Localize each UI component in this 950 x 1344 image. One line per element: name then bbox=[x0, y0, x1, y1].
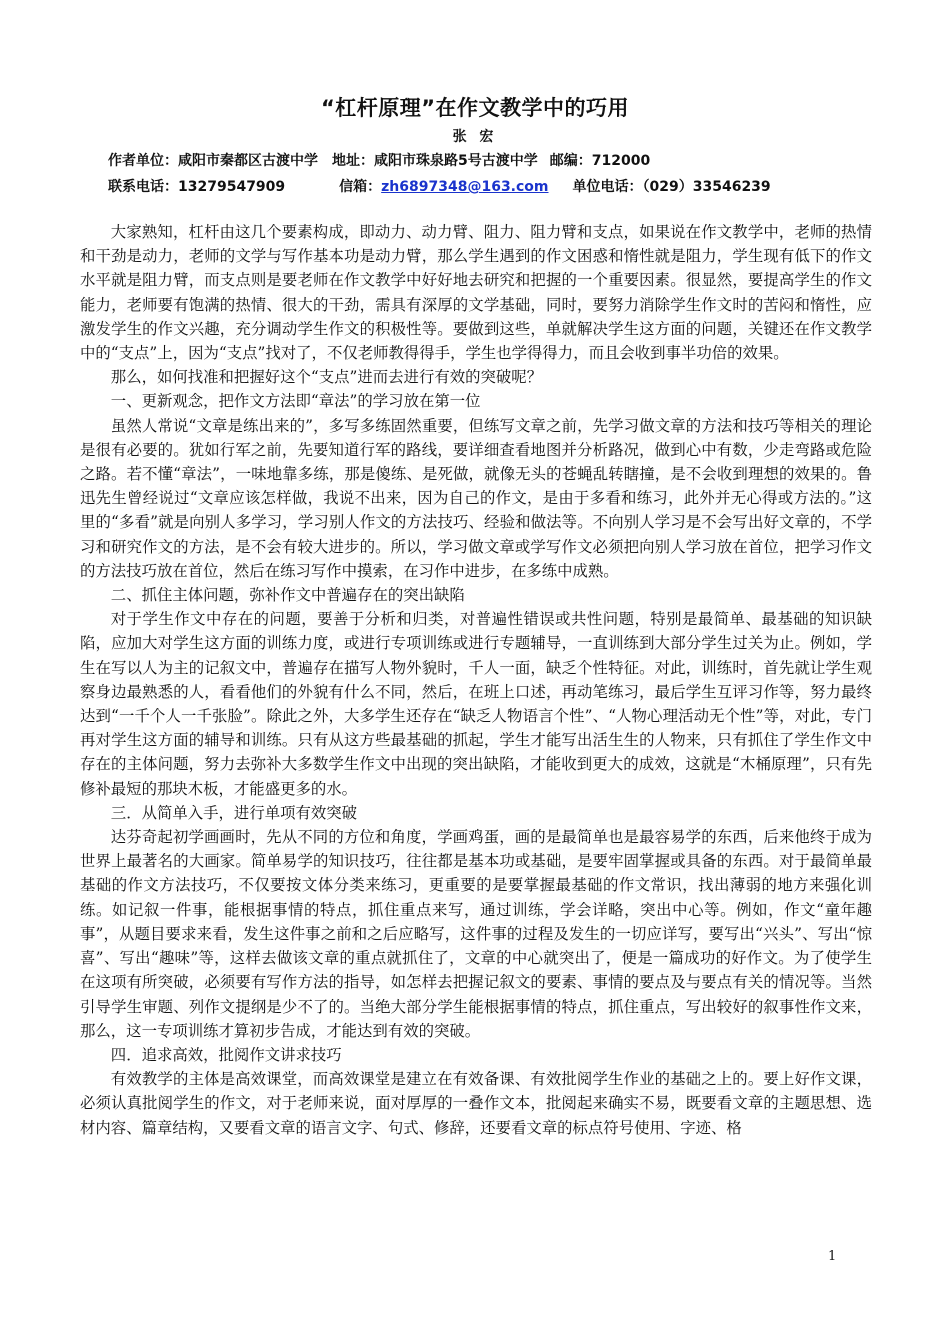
contact-phone: 联系电话：13279547909 bbox=[108, 179, 286, 195]
author-name: 张 宏 bbox=[452, 129, 498, 145]
page-number: 1 bbox=[828, 1249, 837, 1264]
author-info-line-1 bbox=[108, 150, 650, 170]
author-info-line-2 bbox=[108, 176, 771, 196]
paragraph: 那么，如何找准和把握好这个“支点”进而去进行有效的突破呢？ bbox=[110, 368, 543, 387]
author-address: 地址：咸阳市珠泉路5号古渡中学 bbox=[332, 153, 538, 169]
paragraph: 虽然人常说“文章是练出来的”，多写多练固然重要，但练写文章之前，先学习做文章的方法和技巧等相关的理论是很有必要的。犹如行军之前，先要知道行军的路线，要详细查看地图并分析路况，做到心中有数，少走弯路或危险之路。若不懂“章法”，一味地靠多练，那是傻练、是死做，就像无头的苍蝇乱转瞎撞，是不会收到理想的效果的。鲁迅先生曾经说过“文章应该怎样做，我说不出来，因为自己的作文，是由于多看和练习，此外并无心得或方法的。”这里的“多看”就是向别人多学习，学习别人作文的方法技巧、经验和做法等。不向别人学习是不会写出好文章的，不学习和研究作文的方法，是不会有较大进步的。所以，学习做文章或学写作文必须把向别人学习放在首位，把学习作文的方法技巧放在首位，然后在练习写作中摸索，在习作中进步，在多练中成熟。 bbox=[80, 416, 872, 580]
paragraph: 达芬奇起初学画画时，先从不同的方位和角度，学画鸡蛋，画的是最简单也是最容易学的东西，后来他终于成为世界上最著名的大画家。简单易学的知识技巧，往往都是基本功或基础，是要牢固掌握或具备的东西。对于最简单最基础的作文方法技巧，不仅要按文体分类来练习，更重要的是要掌握最基础的作文常识，找出薄弱的地方来强化训练。如记叙一件事，能根据事情的特点，抓住重点来写，通过训练，学会详略，突出中心等。例如，作文“童年趣事”，从题目要求来看，发生这件事之前和之后应略写，这件事的过程及发生的一切应详写，要写出“兴头”、写出“惊喜”、写出“趣味”等，这样去做该文章的重点就抓住了，文章的中心就突出了，便是一篇成功的好作文。为了使学生在这项有所突破，必须要有写作方法的指导，如怎样去把握记叙文的要素、事情的要点及与要点有关的情况等。当然引导学生审题、列作文提纲是少不了的。当绝大部分学生能根据事情的特点，抓住重点，写出较好的叙事性作文来，那么，这一专项训练才算初步告成，才能达到有效的突破。 bbox=[80, 828, 872, 1040]
email-link[interactable]: zh6897348@163.com bbox=[381, 179, 549, 195]
section-heading: 三．从简单入手，进行单项有效突破 bbox=[110, 803, 358, 822]
paragraph: 对于学生作文中存在的问题，要善于分析和归类，对普遍性错误或共性问题，特别是最简单、最基础的知识缺陷，应加大对学生这方面的训练力度，或进行专项训练或进行专题辅导，一直训练到大部分学生过关为止。例如，学生在写以人为主的记叙文中，普遍存在描写人物外貌时，千人一面，缺乏个性特征。对此，训练时，首先就让学生观察身边最熟悉的人，看看他们的外貌有什么不同，然后，在班上口述，再动笔练习，最后学生互评习作等，努力最终达到“一千个人一千张脸”。除此之外，大多学生还存在“缺乏人物语言个性”、“人物心理活动无个性”等，对此，专门再对学生这方面的辅导和训练。只有从这方些最基础的抓起，学生才能写出活生生的人物来，只有抓住了学生作文中存在的主体问题，努力去弥补大多数学生作文中出现的突出缺陷，才能收到更大的成效，这就是“木桶原理”，只有先修补最短的那块木板，才能盛更多的水。 bbox=[80, 610, 872, 798]
paragraph: 大家熟知，杠杆由这几个要素构成，即动力、动力臂、阻力、阻力臂和支点，如果说在作文教学中，老师的热情和干劲是动力，老师的文学与写作基本功是动力臂，那么学生遇到的作文困惑和惰性就是阻力，学生现有低下的作文水平就是阻力臂，而支点则是要老师在作文教学中好好地去研究和把握的一个重要因素。很显然，要提高学生的作文能力，老师要有饱满的热情、很大的干劲，需具有深厚的文学基础，同时，要努力消除学生作文时的苦闷和惰性，应激发学生的作文兴趣，充分调动学生作文的积极性等。要做到这些，单就解决学生这方面的问题，关键还在作文教学中的“支点”上，因为“支点”找对了，不仅老师教得得手，学生也学得得力，而且会收到事半功倍的效果。 bbox=[80, 223, 872, 363]
author-unit: 作者单位：咸阳市秦都区古渡中学 bbox=[108, 153, 318, 169]
article-body bbox=[80, 220, 872, 1140]
paragraph: 有效教学的主体是高效课堂，而高效课堂是建立在有效备课、有效批阅学生作业的基础之上的。要上好作文课，必须认真批阅学生的作文，对于老师来说，面对厚厚的一叠作文本，批阅起来确实不易，既要看文章的主题思想、选材内容、篇章结构，又要看文章的语言文字、句式、修辞，还要看文章的标点符号使用、字迹、格 bbox=[80, 1070, 872, 1137]
section-heading: 四．追求高效，批阅作文讲求技巧 bbox=[110, 1045, 342, 1064]
section-heading: 二、抓住主体问题，弥补作文中普遍存在的突出缺陷 bbox=[110, 586, 465, 605]
unit-phone: 单位电话：（029）33546239 bbox=[572, 179, 771, 195]
email-label: 信箱： bbox=[339, 179, 382, 195]
document-title: “杠杆原理”在作文教学中的巧用 bbox=[320, 96, 630, 120]
author-postcode: 邮编：712000 bbox=[549, 153, 651, 169]
section-heading: 一、更新观念，把作文方法即“章法”的学习放在第一位 bbox=[110, 392, 481, 411]
